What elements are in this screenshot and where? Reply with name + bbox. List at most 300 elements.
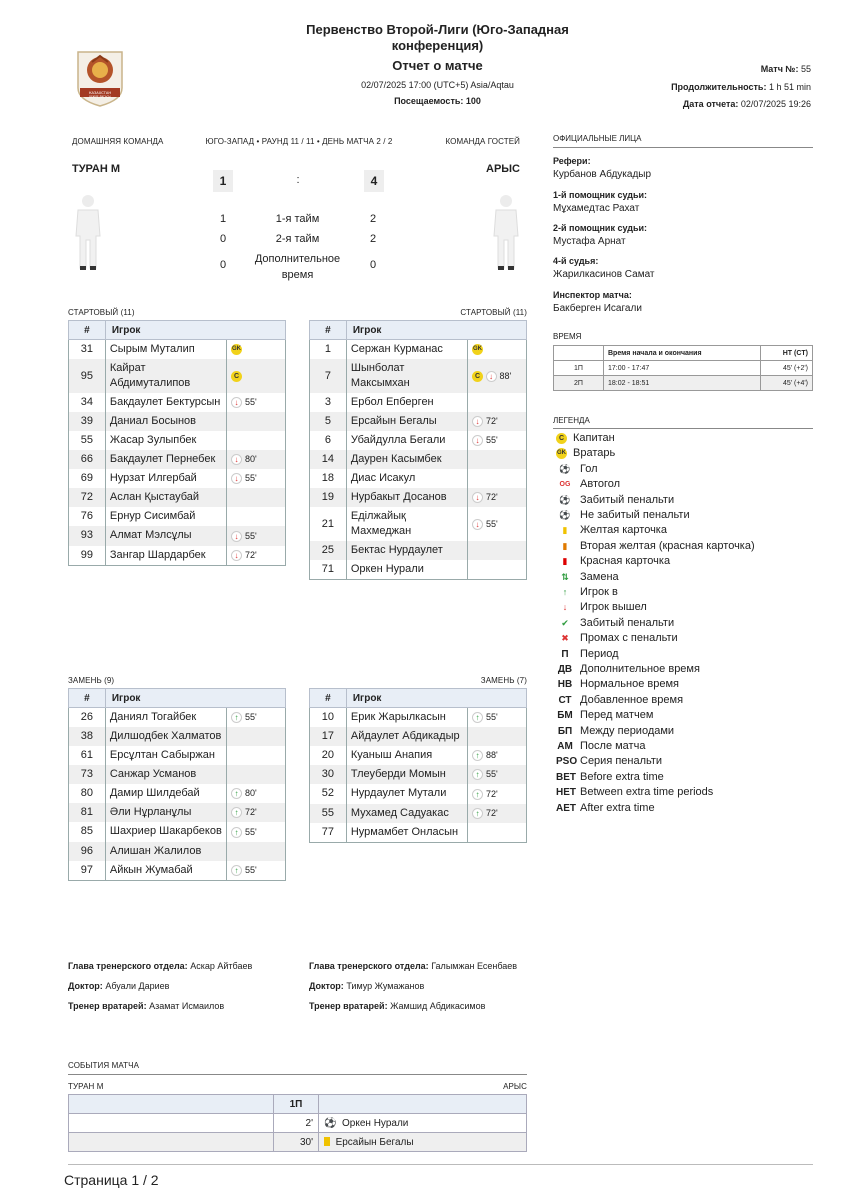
legend-item (556, 616, 674, 631)
event-minute: 2' (274, 1114, 319, 1133)
official-label: Рефери: (553, 156, 591, 166)
legend-label: Дополнительное время (580, 663, 700, 675)
player-name: Оркен Нурали (346, 560, 467, 580)
col-player: Игрок (105, 689, 285, 708)
player-name: Убайдулла Бегали (346, 431, 467, 450)
abbr-icon: СТ (558, 694, 572, 706)
time-range: 18:02 - 18:51 (604, 376, 761, 391)
sub-minute: 88' (499, 370, 512, 381)
sub-minute: 72' (486, 807, 498, 818)
sub-minute: 72' (245, 807, 257, 818)
player-in-icon: ↑ (472, 750, 483, 761)
table-row (69, 450, 286, 469)
table-row (310, 765, 527, 784)
away-staff (309, 960, 519, 1013)
player-number: 71 (310, 560, 347, 580)
half1-label: 1-я тайм (275, 213, 320, 225)
col-player: Игрок (346, 689, 526, 708)
player-name: Шахриер Шакарбеков (105, 822, 226, 841)
time-period: 2П (554, 376, 604, 391)
legend-item (556, 554, 670, 569)
captain-icon: C (231, 371, 242, 382)
player-number: 77 (310, 823, 347, 843)
away-staff-doctor: Доктор: Тимур Жумажанов (309, 981, 425, 991)
player-out-icon: ↓ (231, 397, 242, 408)
sub-minute: 72' (486, 416, 498, 427)
sub-minute: 55' (245, 397, 257, 408)
player-out-icon: ↓ (472, 492, 483, 503)
sub-minute: 55' (245, 712, 257, 723)
player-number: 76 (69, 507, 106, 526)
player-name: Әли Нұрланұлы (105, 803, 226, 822)
attendance: Посещаемость: 100 (394, 96, 481, 106)
abbr-icon: BET (556, 771, 576, 783)
legend-item (556, 677, 679, 692)
report-title: Первенство Второй-Лиги (Юго-Западная конференция) (306, 22, 569, 53)
table-row (310, 784, 527, 803)
legend-item (556, 708, 653, 723)
legend-item (556, 739, 645, 754)
legend-label: После матча (580, 740, 646, 752)
player-in-icon: ↑ (472, 769, 483, 780)
player-number: 39 (69, 412, 106, 431)
legend-item (556, 523, 667, 538)
time-ht: 45' (+2') (760, 361, 812, 376)
table-row (310, 541, 527, 560)
player-name: Жасар Зулыпбек (105, 431, 226, 450)
legend-item (556, 477, 620, 492)
table-row (310, 708, 527, 728)
player-name: Даниал Босынов (105, 412, 226, 431)
legend-item (556, 508, 690, 523)
col-player: Игрок (346, 321, 526, 340)
abbr-icon: ДВ (557, 664, 573, 675)
player-in-icon: ↑ (231, 712, 242, 723)
home-starting-title: СТАРТОВЫЙ (11) (68, 308, 135, 317)
half2-label: 2-я тайм (275, 233, 320, 245)
table-row (69, 412, 286, 431)
score-separator: : (296, 174, 300, 186)
table-row (310, 469, 527, 488)
extra-away: 0 (369, 259, 377, 271)
time-period: 1П (554, 361, 604, 376)
official-label: 1-й помощник судьи: (553, 190, 648, 200)
away-team-name: АРЫС (486, 163, 520, 175)
time-ht: 45' (+4') (760, 376, 812, 391)
player-out-icon: ↓ (472, 416, 483, 427)
half2-away: 2 (369, 233, 377, 245)
legend-label: Нормальное время (580, 678, 679, 691)
player-number: 17 (310, 727, 347, 746)
player-number: 3 (310, 393, 347, 412)
events-title: СОБЫТИЯ МАТЧА (68, 1061, 140, 1070)
player-name: Зангар Шардарбек (105, 546, 226, 566)
penalty-cross-icon: ✖ (561, 633, 569, 644)
player-number: 61 (69, 746, 106, 765)
official-name: Мустафа Арнат (553, 236, 626, 247)
sub-minute: 55' (245, 864, 257, 875)
sub-minute: 80' (245, 454, 257, 465)
event-player: Ерсайын Бегалы (335, 1136, 414, 1148)
player-name: Даниял Тогайбек (105, 708, 226, 728)
player-name: Сержан Курманас (346, 340, 467, 360)
legend-label: Забитый пенальти (580, 493, 675, 506)
player-number: 81 (69, 803, 106, 822)
time-range: 17:00 - 17:47 (604, 361, 761, 376)
col-number: # (69, 321, 106, 340)
own-goal-icon: OG (559, 481, 571, 489)
legend-label: Не забитый пенальти (580, 509, 690, 521)
player-name: Даурен Касымбек (346, 450, 467, 469)
legend-label: Замена (580, 570, 619, 583)
event-minute: 30' (274, 1133, 319, 1152)
away-starting-table (309, 320, 527, 580)
goal-icon: ⚽ (324, 1117, 337, 1129)
home-team-caption: ДОМАШНЯЯ КОМАНДА (72, 137, 164, 146)
player-name: Мухамед Садуакас (346, 804, 467, 823)
table-row (69, 507, 286, 526)
player-number: 26 (69, 708, 106, 728)
player-in-icon: ↑ (231, 788, 242, 799)
player-number: 55 (69, 431, 106, 450)
player-out-icon: ↓ (231, 550, 242, 561)
home-subs-title: ЗАМЕНЬ (9) (68, 676, 115, 685)
table-row (310, 823, 527, 843)
home-staff-doctor: Доктор: Абуали Дариев (68, 981, 170, 991)
home-staff-gk-coach: Тренер вратарей: Азамат Исмаилов (68, 1001, 225, 1011)
table-row (69, 488, 286, 507)
player-name: Бакдаулет Бектурсын (105, 393, 226, 412)
table-row (69, 546, 286, 566)
abbr-icon: БМ (557, 710, 573, 722)
table-row (69, 431, 286, 450)
table-row (69, 842, 286, 861)
red-card-icon: ▮ (562, 556, 568, 567)
time-col-range: Время начала и окончания (604, 346, 761, 361)
player-number: 93 (69, 526, 106, 545)
player-out-icon: ↓ (562, 602, 568, 613)
player-number: 73 (69, 765, 106, 784)
yellow-card-icon: ▮ (562, 525, 568, 536)
player-name: Алмат Мэлсұлы (105, 526, 226, 545)
sub-minute: 55' (245, 530, 257, 541)
player-name: Бектас Нурдаулет (346, 541, 467, 560)
player-number: 99 (69, 546, 106, 566)
table-row (69, 359, 286, 393)
player-name: Диас Исакул (346, 469, 467, 488)
sub-minute: 55' (245, 473, 257, 484)
player-in-icon: ↑ (472, 789, 483, 800)
abbr-icon: П (561, 648, 569, 660)
player-name: Нурмамбет Онласын (346, 823, 467, 843)
event-row (319, 1133, 527, 1152)
legend-label: Серия пенальти (580, 755, 663, 768)
player-number: 6 (310, 431, 347, 450)
legend-label: Между периодами (580, 724, 675, 737)
legend-label: Автогол (580, 478, 621, 491)
player-out-icon: ↓ (231, 454, 242, 465)
sub-minute: 55' (486, 435, 498, 446)
player-name: Ерсайын Бегалы (346, 412, 467, 431)
player-name: Ерсұлтан Сабыржан (105, 746, 226, 765)
legend-label: Before extra time (580, 770, 664, 783)
home-team-name: ТУРАН М (72, 163, 121, 175)
goalkeeper-icon: GK (472, 344, 483, 355)
player-name: Айкын Жумабай (105, 861, 226, 881)
table-row (310, 804, 527, 823)
legend-item (556, 801, 655, 816)
player-number: 14 (310, 450, 347, 469)
player-name: Куаныш Анапия (346, 746, 467, 765)
table-row (69, 746, 286, 765)
penalty-scored-icon: ⚽ (559, 494, 571, 505)
table-row (69, 393, 286, 412)
goalkeeper-icon: GK (556, 448, 567, 459)
player-out-icon: ↓ (472, 435, 483, 446)
yellow-card-icon (324, 1137, 330, 1146)
abbr-icon: БП (557, 725, 573, 737)
legend-item (556, 631, 678, 646)
table-row (69, 784, 286, 803)
match-duration: Продолжительность: 1 h 51 min (671, 82, 811, 92)
legend-item (556, 693, 683, 708)
match-datetime: 02/07/2025 17:00 (UTC+5) Asia/Aqtau (361, 80, 514, 90)
away-score: 4 (364, 170, 384, 192)
legend-label: Желтая карточка (580, 524, 667, 537)
legend-label: Вторая желтая (красная карточка) (580, 539, 755, 552)
away-player-silhouette (492, 192, 520, 275)
player-name: Нурзат Илгербай (105, 469, 226, 488)
legend-item (556, 724, 674, 739)
table-row (69, 340, 286, 360)
table-row (310, 507, 527, 541)
player-number: 10 (310, 708, 347, 728)
legend-label: Период (580, 647, 619, 660)
page-number: Страница 1 / 2 (64, 1172, 159, 1188)
penalty-missed-icon: ⚽ (559, 510, 571, 520)
svg-text:КАЗАХСТАН: КАЗАХСТАН (88, 91, 112, 95)
table-row (310, 488, 527, 507)
away-starting-title: СТАРТОВЫЙ (11) (460, 308, 527, 317)
legend-label: Игрок в (580, 586, 618, 598)
sub-minute: 55' (486, 712, 498, 723)
player-name: Санжар Усманов (105, 765, 226, 784)
svg-text:БЕКІРЕ ЛИГАСЫ: БЕКІРЕ ЛИГАСЫ (89, 95, 111, 99)
table-row (69, 803, 286, 822)
table-row (310, 746, 527, 765)
time-col-ht: HT (CT) (760, 346, 812, 361)
home-player-silhouette (74, 192, 102, 275)
legend-label: Промах с пенальти (580, 632, 678, 645)
player-name: Шынболат Максымхан (346, 359, 467, 393)
player-number: 34 (69, 393, 106, 412)
player-name: Алишан Жалилов (105, 842, 226, 861)
second-yellow-icon: ▮ (562, 540, 568, 551)
table-row (69, 822, 286, 841)
table-row (310, 560, 527, 580)
legend-label: Добавленное время (580, 693, 684, 706)
home-starting-table (68, 320, 286, 566)
player-out-icon: ↓ (231, 473, 242, 484)
events-away-team: АРЫС (503, 1082, 527, 1091)
time-table (553, 345, 813, 391)
legend-item (556, 462, 598, 477)
legend-label: Красная карточка (580, 555, 671, 568)
official-label: 2-й помощник судьи: (553, 223, 648, 233)
col-number: # (69, 689, 106, 708)
table-row (69, 765, 286, 784)
away-staff-head-coach: Глава тренерского отдела: Галымжан Есенбаев (309, 961, 518, 971)
player-number: 55 (310, 804, 347, 823)
player-number: 5 (310, 412, 347, 431)
sub-minute: 88' (486, 750, 498, 761)
legend-item (556, 785, 713, 800)
officials-title: ОФИЦИАЛЬНЫЕ ЛИЦА (553, 134, 642, 143)
col-number: # (310, 321, 347, 340)
legend-item (556, 446, 615, 461)
official-name: Мұхамедтас Рахат (553, 203, 640, 214)
official-name: Бакберген Исагали (553, 303, 642, 314)
extra-home: 0 (219, 259, 227, 271)
player-number: 69 (69, 469, 106, 488)
legend-label: Between extra time periods (580, 786, 714, 799)
player-number: 20 (310, 746, 347, 765)
table-row (310, 450, 527, 469)
officials-list (553, 156, 813, 324)
player-out-icon: ↓ (231, 531, 242, 542)
player-number: 52 (310, 784, 347, 803)
player-name: Тлеуберди Момын (346, 765, 467, 784)
official-name: Жарилкасинов Самат (553, 269, 655, 280)
player-name: Дилшодбек Халматов (105, 727, 226, 746)
legend-label: Вратарь (573, 447, 616, 460)
player-name: Аслан Қыстаубай (105, 488, 226, 507)
event-player: Оркен Нурали (342, 1117, 409, 1129)
player-name: Ернур Сисимбай (105, 507, 226, 526)
report-subtitle: Отчет о матче (392, 58, 483, 73)
away-subs-title: ЗАМЕНЬ (7) (480, 676, 527, 685)
report-date: Дата отчета: 02/07/2025 19:26 (682, 99, 811, 109)
penalty-check-icon: ✔ (561, 617, 569, 628)
player-number: 66 (69, 450, 106, 469)
player-name: Ерик Жарылкасын (346, 708, 467, 728)
official-label: Инспектор матча: (553, 290, 632, 300)
extra-label: Дополнительное время (254, 253, 341, 281)
player-name: Кайрат Абдимуталипов (105, 359, 226, 393)
abbr-icon: PSO (556, 756, 578, 768)
captain-icon: C (556, 433, 567, 444)
table-row (310, 727, 527, 746)
home-score: 1 (213, 170, 233, 192)
abbr-icon: АМ (557, 741, 573, 752)
legend-item (556, 539, 755, 554)
abbr-icon: НВ (557, 679, 573, 691)
half1-away: 2 (369, 213, 377, 225)
legend-label: Перед матчем (580, 709, 654, 722)
player-number: 96 (69, 842, 106, 861)
table-row (310, 393, 527, 412)
player-in-icon: ↑ (231, 865, 242, 876)
player-number: 18 (310, 469, 347, 488)
sub-minute: 72' (486, 492, 498, 503)
player-in-icon: ↑ (472, 712, 483, 723)
abbr-icon: AET (556, 802, 576, 814)
player-number: 30 (310, 765, 347, 784)
captain-icon: C (472, 371, 483, 382)
sub-minute: 80' (245, 788, 257, 799)
home-staff (68, 960, 288, 1013)
legend-item (556, 770, 664, 785)
player-name: Дамир Шилдебай (105, 784, 226, 803)
goal-icon: ⚽ (559, 463, 571, 474)
sub-minute: 55' (486, 769, 498, 780)
player-name: Айдаулет Абдикадыр (346, 727, 467, 746)
legend-label: After extra time (580, 801, 655, 814)
table-row (310, 412, 527, 431)
sub-minute: 72' (486, 788, 498, 799)
half2-home: 0 (219, 233, 227, 245)
col-number: # (310, 689, 347, 708)
substitution-icon: ⇅ (561, 571, 569, 582)
legend-item (556, 647, 619, 662)
home-staff-head-coach: Глава тренерского отдела: Аскар Айтбаев (68, 961, 253, 971)
table-row (69, 526, 286, 545)
events-home-team: ТУРАН М (68, 1082, 104, 1091)
player-in-icon: ↑ (231, 827, 242, 838)
away-subs-table (309, 688, 527, 843)
abbr-icon: HET (556, 787, 576, 799)
player-number: 80 (69, 784, 106, 803)
away-staff-gk-coach: Тренер вратарей: Жамшид Абдикасимов (309, 1001, 486, 1011)
table-row (69, 861, 286, 881)
events-table (68, 1094, 527, 1152)
player-number: 72 (69, 488, 106, 507)
player-in-icon: ↑ (562, 587, 568, 597)
player-number: 25 (310, 541, 347, 560)
legend-item (556, 431, 615, 446)
table-row (69, 469, 286, 488)
player-name: Бакдаулет Пернебек (105, 450, 226, 469)
away-team-caption: КОМАНДА ГОСТЕЙ (445, 137, 520, 146)
time-title: ВРЕМЯ (553, 332, 582, 341)
table-row (69, 708, 286, 728)
sub-minute: 55' (486, 518, 498, 529)
official-label: 4-й судья: (553, 256, 599, 266)
player-name: Ербол Епберген (346, 393, 467, 412)
legend-item (556, 754, 662, 769)
player-out-icon: ↓ (472, 519, 483, 530)
legend-title: ЛЕГЕНДА (553, 416, 590, 425)
player-name: Еділжайық Махмеджан (346, 507, 467, 541)
match-number: Матч №: 55 (760, 64, 811, 74)
legend-item (556, 662, 700, 677)
player-out-icon: ↓ (486, 371, 497, 382)
player-number: 38 (69, 727, 106, 746)
round-info: ЮГО-ЗАПАД • РАУНД 11 / 11 • ДЕНЬ МАТЧА 2 / 2 (205, 137, 393, 146)
legend-item (556, 570, 619, 585)
legend-label: Игрок вышел (580, 601, 647, 614)
table-row (310, 431, 527, 450)
player-number: 85 (69, 822, 106, 841)
player-number: 95 (69, 359, 106, 393)
legend-item (556, 493, 674, 508)
table-row (310, 359, 527, 393)
player-name: Сырым Муталип (105, 340, 226, 360)
legend-item (556, 585, 618, 600)
table-row (310, 340, 527, 360)
player-in-icon: ↑ (231, 807, 242, 818)
event-row (319, 1114, 527, 1133)
